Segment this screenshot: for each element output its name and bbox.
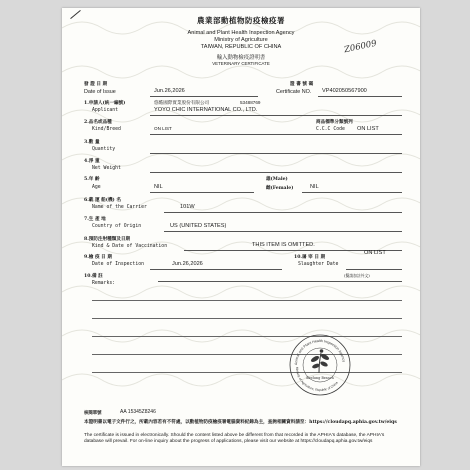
vaccination-value: THIS ITEM IS OMITTED.	[252, 242, 315, 248]
origin-label-zh: 7.生 產 地	[84, 217, 106, 222]
carrier-label-en: Name of the Carrier	[92, 205, 147, 210]
review-stamp-label: 核閱單號	[84, 411, 102, 416]
vaccination-label-en: Kind & Date of Vaccination	[92, 244, 168, 249]
remarks-line	[92, 372, 402, 373]
female-label: 雌(Female)	[266, 186, 294, 191]
net-weight-label-en: Net Weight	[92, 166, 121, 171]
underline	[302, 192, 402, 193]
official-seal	[288, 333, 352, 397]
footer-notice-zh: 本證明書以電子文件行之，所載內容若有不符處，以動植物防疫檢疫署電腦資料紀錄為主，查詢相關資料請至：https://cloudapq.aphia.gov.tw/eiqs	[84, 420, 397, 425]
country-name: TAIWAN, REPUBLIC OF CHINA	[200, 44, 282, 50]
review-stamp-value: AA 15345Z8246	[120, 409, 156, 415]
underline	[150, 153, 402, 154]
inspection-value: Jun.26,2026	[172, 261, 203, 267]
agency-name: Animal and Plant Health Inspection Agency	[187, 30, 295, 36]
underline	[158, 281, 402, 282]
cert-no-label-en: Certificate NO.	[276, 89, 312, 95]
underline	[150, 172, 402, 173]
slaughter-value: ON LIST	[364, 250, 386, 256]
kind-label-zh: 2.品名或品種	[84, 120, 112, 125]
issue-date-value: Jun.26,2026	[154, 88, 185, 94]
certificate-title-en: VETERINARY CERTIFICATE	[212, 61, 270, 66]
underline	[150, 96, 258, 97]
underline	[150, 115, 402, 116]
applicant-id: 53488769	[240, 100, 261, 105]
inspection-label-zh: 9.檢 疫 日 期	[84, 255, 112, 260]
applicant-value-en: YOYO CHIC INTERNATIONAL CO., LTD.	[154, 107, 258, 113]
kind-label-en: Kind/Breed	[92, 127, 121, 132]
origin-value: US (UNITED STATES)	[170, 223, 227, 229]
seal-bottom-text: Ministry of Agriculture, Republic of China	[294, 366, 339, 393]
vaccination-label-zh: 8.預防注射種類及日期	[84, 237, 131, 242]
age-value: NIL	[154, 184, 163, 190]
remarks-line	[92, 318, 402, 319]
remarks-label-en: Remarks:	[92, 281, 116, 286]
slaughter-label-en: Slaughter Date	[298, 262, 339, 267]
slaughter-label-zh: 10.屠 宰 日 期	[294, 255, 326, 260]
carrier-value: 101W	[180, 204, 195, 210]
title-zh: 農業部動植物防疫檢疫署	[197, 16, 285, 25]
quantity-label-en: Quantity	[92, 147, 116, 152]
certificate-title-zh: 輸入動物檢疫證明書	[216, 55, 266, 61]
underline	[318, 96, 402, 97]
plant-emblem-icon	[310, 349, 330, 373]
remarks-line	[92, 336, 402, 337]
age-label-en: Age	[92, 185, 101, 190]
veterinary-certificate	[62, 8, 420, 466]
underline	[164, 231, 402, 232]
ccc-label-zh: 商品標準分類號列	[316, 120, 353, 125]
underline	[150, 192, 254, 193]
inspection-label-en: Date of Inspection	[92, 262, 144, 267]
underline	[150, 134, 402, 135]
footer-notice-en: The certificate is issued in electronically. Should the content listed above be different from that recorded in the APHIA's database, the APHIA's database will prevail. For on-line inquiry about the progress of applications, please visit our website at https://cloudapq.aphia.gov.tw/eiqs	[84, 433, 385, 444]
remarks-line	[92, 300, 402, 301]
sex-value: NIL	[310, 184, 319, 190]
carrier-label-zh: 6.載 運 船(機) 名	[84, 198, 121, 203]
net-weight-label-zh: 4.淨 重	[84, 159, 100, 164]
seal-top-text: Animal and Plant Health Inspection Agency	[293, 338, 346, 366]
cert-no-label-zh: 證 書 號 碼	[290, 82, 314, 87]
ccc-label-en: C.C.C Code	[316, 127, 345, 132]
applicant-value-zh: 悠酷國際實業股份有限公司	[154, 100, 210, 105]
kind-value: ON LIST	[154, 126, 172, 131]
age-label-zh: 5.年 齡	[84, 177, 100, 182]
remarks-note: (擬請加註外文)	[344, 273, 370, 278]
applicant-label-en: Applicant	[92, 108, 118, 113]
remarks-label-zh: 10.備 註	[84, 274, 103, 279]
quantity-label-zh: 3.數 量	[84, 140, 100, 145]
origin-label-en: Country of Origin	[92, 224, 142, 229]
cert-no-value: VP402050567900	[322, 88, 367, 94]
ccc-value: ON LIST	[357, 126, 379, 132]
handwritten-note: Z06009	[343, 38, 378, 56]
seal-center-label: Keelung Branch	[306, 376, 334, 380]
male-label: 雄(Male)	[266, 177, 288, 182]
underline	[150, 269, 282, 270]
ministry-name: Ministry of Agriculture	[214, 37, 268, 43]
remarks-line	[92, 354, 402, 355]
issue-date-label-en: Date of Issue	[84, 89, 116, 95]
underline	[164, 212, 402, 213]
issue-date-label-zh: 發 證 日 期	[84, 82, 108, 87]
applicant-label-zh: 1.申請人(統一編號)	[84, 101, 126, 106]
underline	[346, 269, 402, 270]
